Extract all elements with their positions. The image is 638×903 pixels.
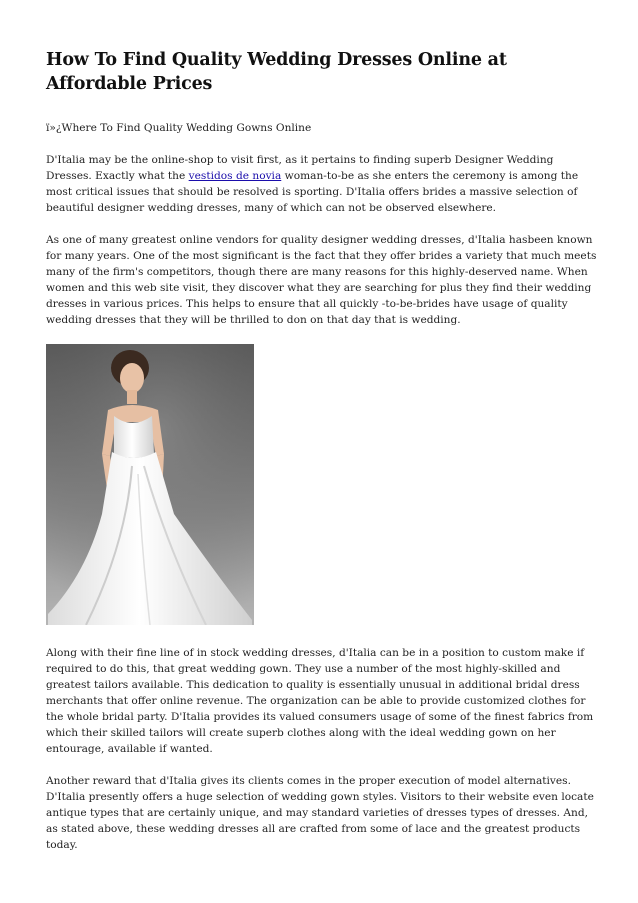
bride-illustration	[46, 344, 254, 625]
paragraph-4: Another reward that d'Italia gives its clients comes in the proper execution of model alternatives. D'Italia presently offers a huge selection of wedding gown styles. Visitors to their website even locate antique types that are certainly unique, and may standard varieties of dresses types of dresses. And, as stated above, these wedding dresses all are crafted from some of lace and the greatest products today.	[46, 775, 594, 851]
paragraph-1-text-end: woman-to-be as she enters the ceremony is among the most critical issues that should be resolved is sporting. D'Italia offers brides a massive selection of beautiful designer wedding dresses, many of which can not be observed elsewhere.	[46, 170, 579, 214]
subtitle: ï»¿Where To Find Quality Wedding Gowns Online	[46, 122, 312, 134]
paragraph-1	[46, 152, 598, 216]
article	[46, 48, 598, 853]
paragraph-1-text-start: D'Italia may be the online-shop to visit first, as it pertains to finding superb Designer Wedding Dresses. Exactly what the	[46, 154, 554, 182]
vestidos-de-novia-link[interactable]: vestidos de novia	[188, 170, 282, 182]
paragraph-3: Along with their fine line of in stock wedding dresses, d'Italia can be in a position to custom make if required to do this, that great wedding gown. They use a number of the most highly-skilled and greatest tailors available. This dedication to quality is essentially unusual in additional bridal dress merchants that offer online revenue. The organization can be able to provide customized clothes for the whole bridal party. D'Italia provides its valued consumers usage of some of the finest fabrics from which their skilled tailors will create superb clothes along with the ideal wedding gown on her entourage, available if wanted.	[46, 647, 594, 755]
paragraph-2: As one of many greatest online vendors for quality designer wedding dresses, d'Italia hasbeen known for many years. One of the most significant is the fact that they offer brides a variety that much meets many of the firm's competitors, though there are many reasons for this highly-deserved name. When women and this web site visit, they discover what they are searching for plus they find their wedding dresses in various prices. This helps to ensure that all quickly -to-be-brides have usage of quality wedding dresses that they will be thrilled to don on that day that is wedding.	[46, 234, 597, 326]
wedding-dress-photo	[46, 344, 254, 625]
page-title: How To Find Quality Wedding Dresses Online at Affordable Prices	[46, 50, 507, 94]
